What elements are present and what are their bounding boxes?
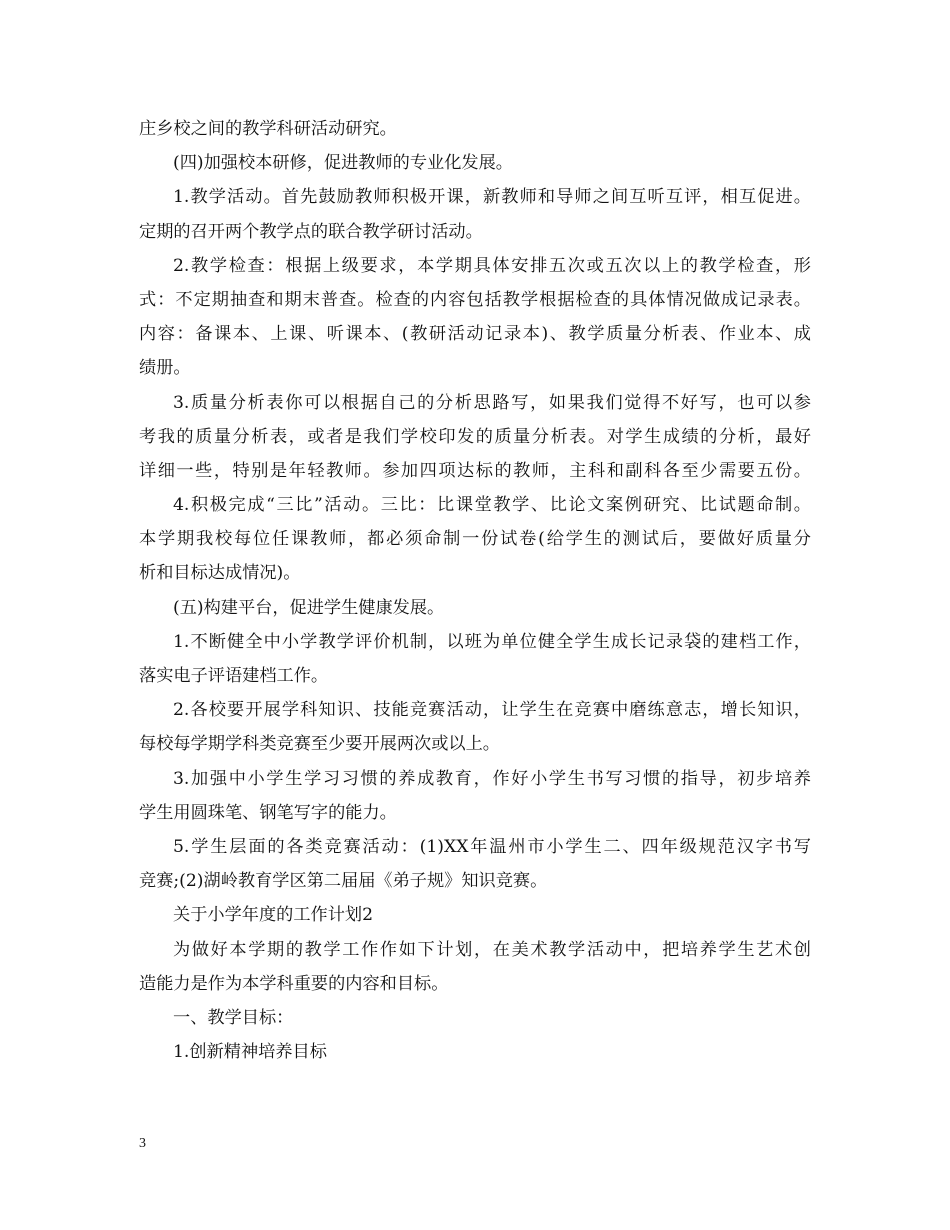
section-heading: 一、教学目标： — [173, 1007, 294, 1028]
paragraph-line: 绩册。 — [139, 358, 191, 379]
page-number: 3 — [139, 1136, 146, 1151]
paragraph-line: 考我的质量分析表，或者是我们学校印发的质量分析表。对学生成绩的分析，最好 — [139, 426, 811, 447]
paragraph-line: 竞赛;(2)湖岭教育学区第二届届《弟子规》知识竞赛。 — [139, 871, 548, 892]
paragraph-line: 式：不定期抽查和期末普查。检查的内容包括教学根据检查的具体情况做成记录表。 — [139, 289, 811, 310]
paragraph-line: 4.积极完成“三比”活动。三比：比课堂教学、比论文案例研究、比试题命制。 — [173, 495, 811, 516]
paragraph-line: 定期的召开两个教学点的联合教学研讨活动。 — [139, 221, 483, 242]
subsection-heading: 1.创新精神培养目标 — [173, 1042, 327, 1063]
document-title: 关于小学年度的工作计划2 — [173, 905, 373, 926]
paragraph-line: 为做好本学期的教学工作作如下计划，在美术教学活动中，把培养学生艺术创 — [173, 939, 811, 960]
document-body — [139, 112, 811, 1069]
text-line: 庄乡校之间的教学科研活动研究。 — [139, 119, 397, 139]
paragraph-line: 内容：备课本、上课、听课本、(教研活动记录本)、教学质量分析表、作业本、成 — [139, 324, 811, 345]
paragraph-line: 析和目标达成情况)。 — [139, 563, 301, 584]
paragraph-line: 3.加强中小学生学习习惯的养成教育，作好小学生书写习惯的指导，初步培养 — [173, 768, 811, 789]
paragraph-line: 详细一些，特别是年轻教师。参加四项达标的教师，主科和副科各至少需要五份。 — [139, 460, 811, 481]
paragraph-line: 每校每学期学科类竞赛至少要开展两次或以上。 — [139, 734, 500, 755]
paragraph-line: 本学期我校每位任课教师，都必须命制一份试卷(给学生的测试后，要做好质量分 — [139, 529, 811, 550]
paragraph-line: 5.学生层面的各类竞赛活动：(1)XX年温州市小学生二、四年级规范汉字书写 — [173, 836, 811, 857]
paragraph-line: 造能力是作为本学科重要的内容和目标。 — [139, 973, 449, 994]
paragraph-line: 2.教学检查：根据上级要求，本学期具体安排五次或五次以上的教学检查，形 — [173, 255, 811, 276]
paragraph-line: 2.各校要开展学科知识、技能竞赛活动，让学生在竞赛中磨练意志，增长知识， — [173, 700, 811, 721]
paragraph-line: 3.质量分析表你可以根据自己的分析思路写，如果我们觉得不好写，也可以参 — [173, 392, 811, 413]
paragraph-line: 1.不断健全中小学教学评价机制，以班为单位健全学生成长记录袋的建档工作， — [173, 631, 811, 652]
paragraph-line: 学生用圆珠笔、钢笔写字的能力。 — [139, 802, 397, 823]
section-heading: (五)构建平台，促进学生健康发展。 — [173, 597, 445, 618]
paragraph-line: 1.教学活动。首先鼓励教师积极开课，新教师和导师之间互听互评，相互促进。 — [173, 187, 811, 208]
paragraph-line: 落实电子评语建档工作。 — [139, 666, 329, 686]
section-heading: (四)加强校本研修，促进教师的专业化发展。 — [173, 153, 513, 174]
